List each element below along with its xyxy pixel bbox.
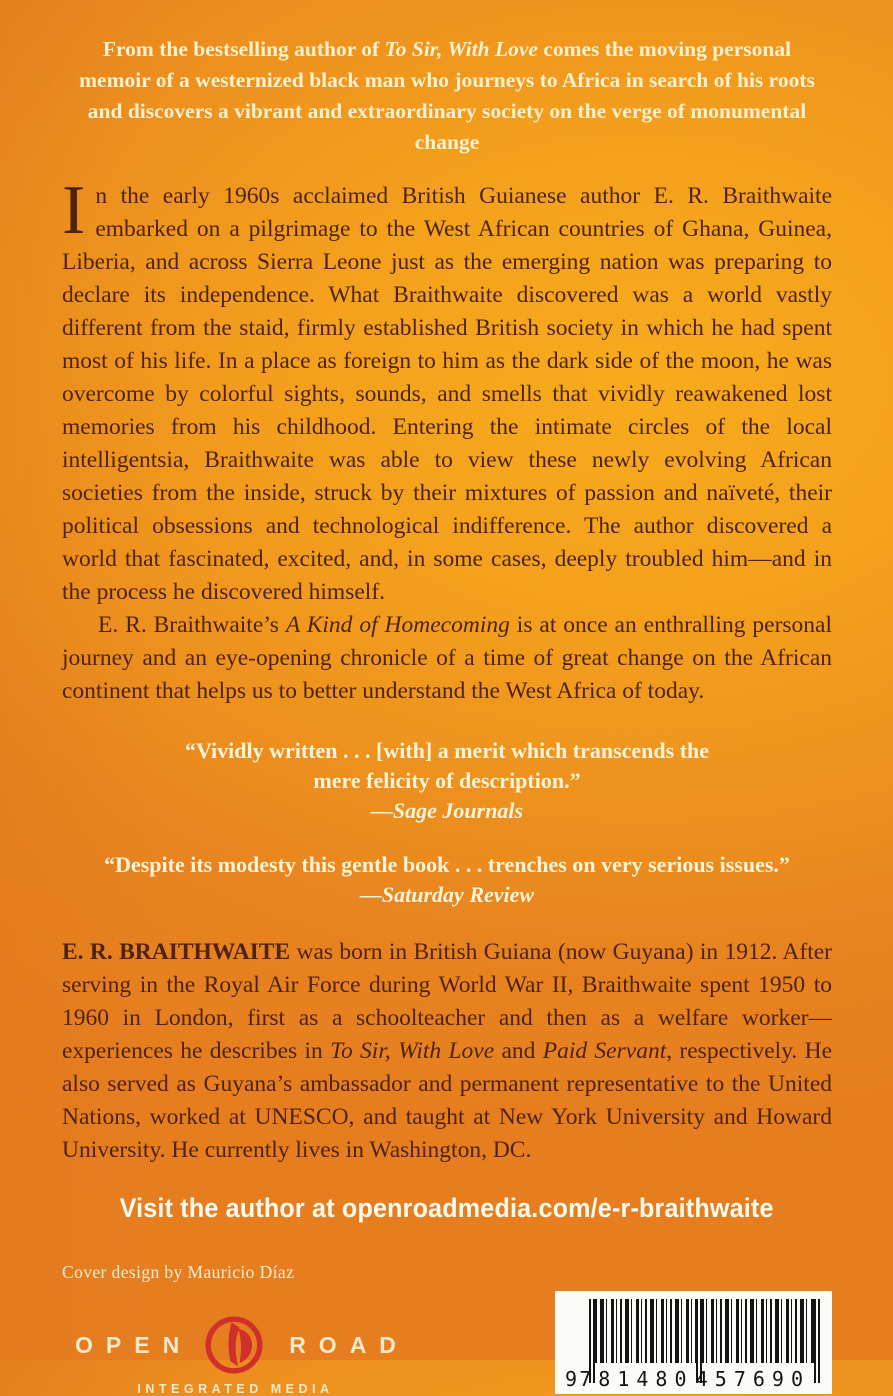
barcode-digits — [565, 1367, 810, 1391]
open-road-logo — [62, 1315, 409, 1396]
barcode-guard-right — [814, 1299, 820, 1383]
barcode-digit-group-2: 457690 — [695, 1367, 810, 1391]
review-quote-1-attribution: —Sage Journals — [370, 798, 524, 823]
review-quote-2-text: “Despite its modesty this gentle book . . . trenches on very serious issues.” — [104, 852, 790, 877]
review-quote-1-text: “Vividly written . . . [with] a merit which transcends the mere felicity of description.” — [184, 738, 710, 793]
tagline: From the bestselling author of To Sir, With Love comes the moving personal memoir of a westernized black man who journeys to Africa in search of his roots and discovers a vibrant and extraordinary society on the verge of monumental change — [79, 37, 815, 154]
drop-cap: I — [62, 172, 86, 249]
review-quote-1 — [62, 736, 832, 826]
publisher-name-road: ROAD — [289, 1331, 409, 1358]
review-quote-2-attribution: —Saturday Review — [359, 882, 535, 907]
footer-row — [62, 1291, 832, 1396]
cover-design-credit: Cover design by Mauricio Díaz — [62, 1262, 295, 1282]
synopsis-paragraph-1-text: n the early 1960s acclaimed British Guianese author E. R. Braithwaite embarked on a pilgrimage to the West African countries of Ghana, Guinea, Liberia, and across Sierra Leone just as the emerging nation was preparing to declare its independence. What Braithwaite discovered was a world vastly different from the staid, firmly established British society in which he had spent most of his life. In a place as foreign to him as the dark side of the moon, he was overcome by colorful sights, sounds, and smells that vividly reawakened lost memories from his childhood. Entering the intimate circles of the local intelligentsia, Braithwaite was able to view these newly evolving African societies from the inside, struck by their mixtures of passion and naïveté, their political obsessions and technological indifference. The author discovered a world that fascinated, excited, and, in some cases, deeply troubled him—and in the process he discovered himself. — [62, 183, 832, 605]
barcode-bars — [595, 1299, 816, 1363]
author-website-line — [62, 1193, 832, 1224]
open-road-logo-mark-icon — [204, 1315, 264, 1375]
synopsis-paragraph-1 — [62, 172, 832, 609]
publisher-subtitle: INTEGRATED MEDIA — [137, 1382, 334, 1396]
review-quote-2 — [62, 850, 832, 910]
author-website-text: Visit the author at openroadmedia.com/e-r-braithwaite — [119, 1193, 774, 1223]
author-bio: E. R. BRAITHWAITE was born in British Guiana (now Guyana) in 1912. After serving in the Royal Air Force during World War II, Braithwaite spent 1950 to 1960 in London, first as a schoolteacher and then as a welfare worker—experiences he describes in To Sir, With Love and Paid Servant, respectively. He also served as Guyana’s ambassador and permanent representative to the United Nations, worked at UNESCO, and taught at New York University and Howard University. He currently lives in Washington, DC. — [62, 939, 833, 1163]
open-road-logo-row — [62, 1315, 409, 1375]
isbn-barcode — [555, 1291, 832, 1394]
barcode-digit-group-1: 781480 — [579, 1367, 694, 1391]
synopsis-paragraph-2: E. R. Braithwaite’s A Kind of Homecoming is at once an enthralling personal journey and an eye-opening chronicle of a time of great change on the African continent that helps us to better understand the West Africa of today. — [62, 612, 832, 704]
publisher-name-open: OPEN — [75, 1331, 193, 1358]
barcode-digit-prefix: 9 — [565, 1367, 578, 1391]
